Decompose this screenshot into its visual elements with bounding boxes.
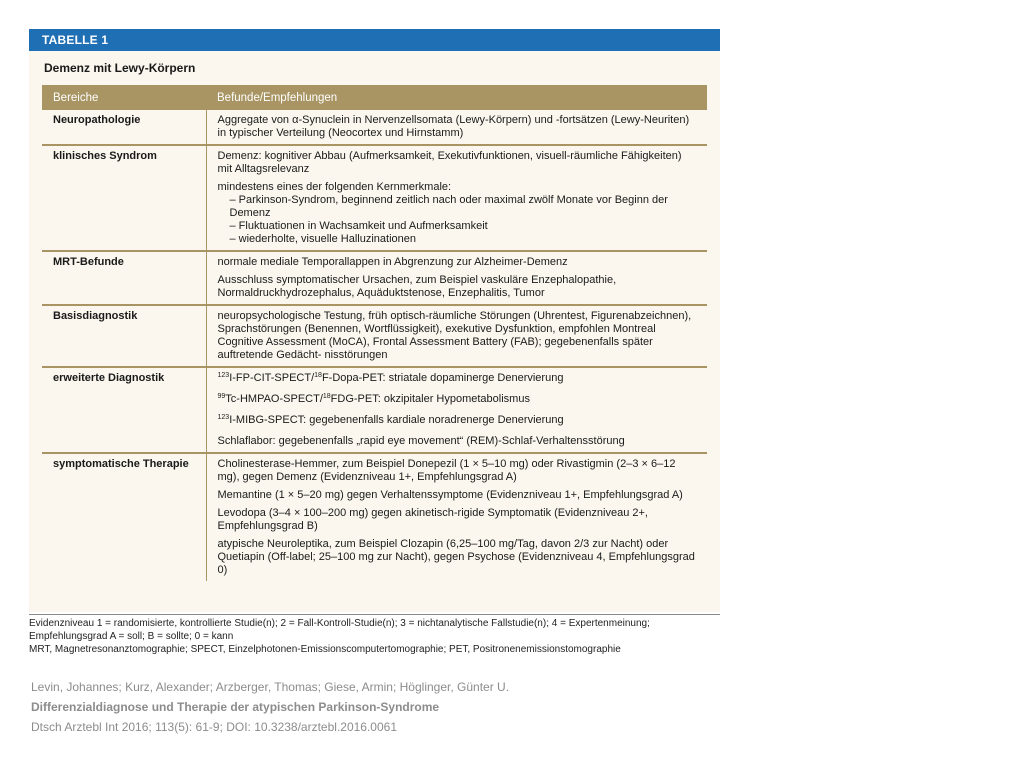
footnote-line: Evidenzniveau 1 = randomisierte, kontrollierte Studie(n); 2 = Fall-Kontroll-Studie(n); 3 = nichtanalytische Fallstudie(n); 4 = Expertenmeinung; bbox=[29, 618, 650, 629]
row-area: klinisches Syndrom bbox=[42, 145, 206, 251]
citation-authors: Levin, Johannes; Kurz, Alexander; Arzberger, Thomas; Giese, Armin; Höglinger, Günter U. bbox=[31, 680, 510, 694]
finding-entry: neuropsychologische Testung, früh optisch-räumliche Störungen (Uhrentest, Figurenabzeichnen), Sprachstörungen (Benennen, Wortflüssigkeit), exekutive Dysfunktion, empfohlen Montreal Cognitive Assessment (MoCA), Frontal Assessment Battery (FAB); gegebenenfalls später auftretende Gedächt- nisstörungen bbox=[217, 310, 692, 361]
finding-text: I-FP-CIT-SPECT/ bbox=[229, 372, 315, 384]
row-area: Neuropathologie bbox=[42, 110, 206, 145]
table-row bbox=[42, 305, 707, 367]
finding-text: FDG-PET: okzipitaler Hypometabolismus bbox=[330, 393, 530, 405]
finding-text: Tc-HMPAO-SPECT/ bbox=[225, 393, 323, 405]
finding-text: I-MIBG-SPECT: gegebenenfalls kardiale noradrenerge Denervierung bbox=[229, 414, 564, 426]
finding-entry bbox=[218, 372, 698, 385]
citation-title: Differenzialdiagnose und Therapie der atypischen Parkinson-Syndrome bbox=[31, 700, 440, 714]
finding-entry: normale mediale Temporallappen in Abgrenzung zur Alzheimer-Demenz bbox=[217, 256, 568, 268]
row-findings bbox=[206, 305, 707, 367]
footnote-divider bbox=[29, 614, 720, 615]
footnote-line: Empfehlungsgrad A = soll; B = sollte; 0 = kann bbox=[29, 631, 234, 642]
row-findings bbox=[206, 367, 707, 453]
finding-entry: Cholinesterase-Hemmer, zum Beispiel Donepezil (1 × 5–10 mg) oder Rivastigmin (2–3 × 6–12 mg), gegen Demenz (Evidenzniveau 1+, Empfehlungsgrad A) bbox=[217, 458, 676, 483]
table-card bbox=[29, 29, 720, 612]
row-area: erweiterte Diagnostik bbox=[42, 367, 206, 453]
column-header-areas: Bereiche bbox=[42, 85, 206, 110]
finding-entry: Levodopa (3–4 × 100–200 mg) gegen akinetisch-rigide Symptomatik (Evidenzniveau 2+, Empfehlungsgrad B) bbox=[217, 507, 648, 532]
core-feature-item: – Parkinson-Syndrom, beginnend zeitlich nach oder maximal zwölf Monate vor Beginn der Demenz bbox=[229, 194, 668, 219]
finding-entry: atypische Neuroleptika, zum Beispiel Clozapin (6,25–100 mg/Tag, davon 2/3 zur Nacht) oder Quetiapin (Off-label; 25–100 mg zur Nacht), gegen Psychose (Evidenzniveau 4, Empfehlungsgrad 0) bbox=[217, 538, 695, 576]
isotope-superscript: 123 bbox=[217, 372, 230, 379]
core-feature-item: – Fluktuationen in Wachsamkeit und Aufmerksamkeit bbox=[229, 220, 488, 232]
finding-text: F-Dopa-PET: striatale dopaminerge Denervierung bbox=[321, 372, 564, 384]
table-row bbox=[42, 251, 707, 305]
finding-entry bbox=[218, 393, 698, 406]
table-title: Demenz mit Lewy-Körpern bbox=[44, 61, 196, 75]
isotope-superscript: 18 bbox=[322, 393, 331, 400]
footnote-line: MRT, Magnetresonanztomographie; SPECT, Einzelphotonen-Emissionscomputertomographie; PET, Positronenemissionstomographie bbox=[29, 644, 621, 655]
table-row bbox=[42, 110, 707, 145]
citation-source: Dtsch Arztebl Int 2016; 113(5): 61-9; DOI: 10.3238/arztebl.2016.0061 bbox=[31, 720, 398, 734]
row-findings bbox=[206, 453, 707, 581]
table-label: TABELLE 1 bbox=[29, 29, 720, 51]
citation bbox=[31, 677, 509, 737]
finding-entry: Aggregate von α-Synuclein in Nervenzellsomata (Lewy-Körpern) und -fortsätzen (Lewy-Neuriten) in typischer Verteilung (Neocortex und Hirnstamm) bbox=[217, 114, 690, 139]
table-row bbox=[42, 367, 707, 453]
core-features-intro: mindestens eines der folgenden Kernmerkmale: bbox=[217, 181, 452, 193]
row-area: Basisdiagnostik bbox=[42, 305, 206, 367]
core-feature-item: – wiederholte, visuelle Halluzinationen bbox=[229, 233, 417, 245]
table-row bbox=[42, 145, 707, 251]
finding-entry: Demenz: kognitiver Abbau (Aufmerksamkeit, Exekutivfunktionen, visuell-räumliche Fähigkeiten) mit Alltagsrelevanz bbox=[217, 150, 682, 175]
core-features bbox=[218, 181, 698, 246]
isotope-superscript: 99 bbox=[217, 393, 226, 400]
isotope-superscript: 18 bbox=[314, 372, 322, 379]
row-findings bbox=[206, 251, 707, 305]
header-row bbox=[42, 85, 707, 110]
finding-entry: Ausschluss symptomatischer Ursachen, zum Beispiel vaskuläre Enzephalopathie, Normaldruckhydrozephalus, Aquäduktstenose, Enzephalitis, Tumor bbox=[217, 274, 617, 299]
table-row bbox=[42, 453, 707, 581]
isotope-superscript: 123 bbox=[217, 414, 230, 421]
row-findings bbox=[206, 110, 707, 145]
row-area: symptomatische Therapie bbox=[53, 458, 189, 470]
data-table bbox=[42, 85, 707, 581]
row-area: MRT-Befunde bbox=[42, 251, 206, 305]
finding-entry: Schlaflabor: gegebenenfalls „rapid eye movement“ (REM)-Schlaf-Verhaltensstörung bbox=[217, 435, 625, 447]
row-findings bbox=[206, 145, 707, 251]
column-header-findings: Befunde/Empfehlungen bbox=[206, 85, 707, 110]
footnotes bbox=[29, 614, 729, 656]
finding-entry bbox=[218, 414, 698, 427]
finding-entry: Memantine (1 × 5–20 mg) gegen Verhaltenssymptome (Evidenzniveau 1+, Empfehlungsgrad A) bbox=[217, 489, 683, 501]
